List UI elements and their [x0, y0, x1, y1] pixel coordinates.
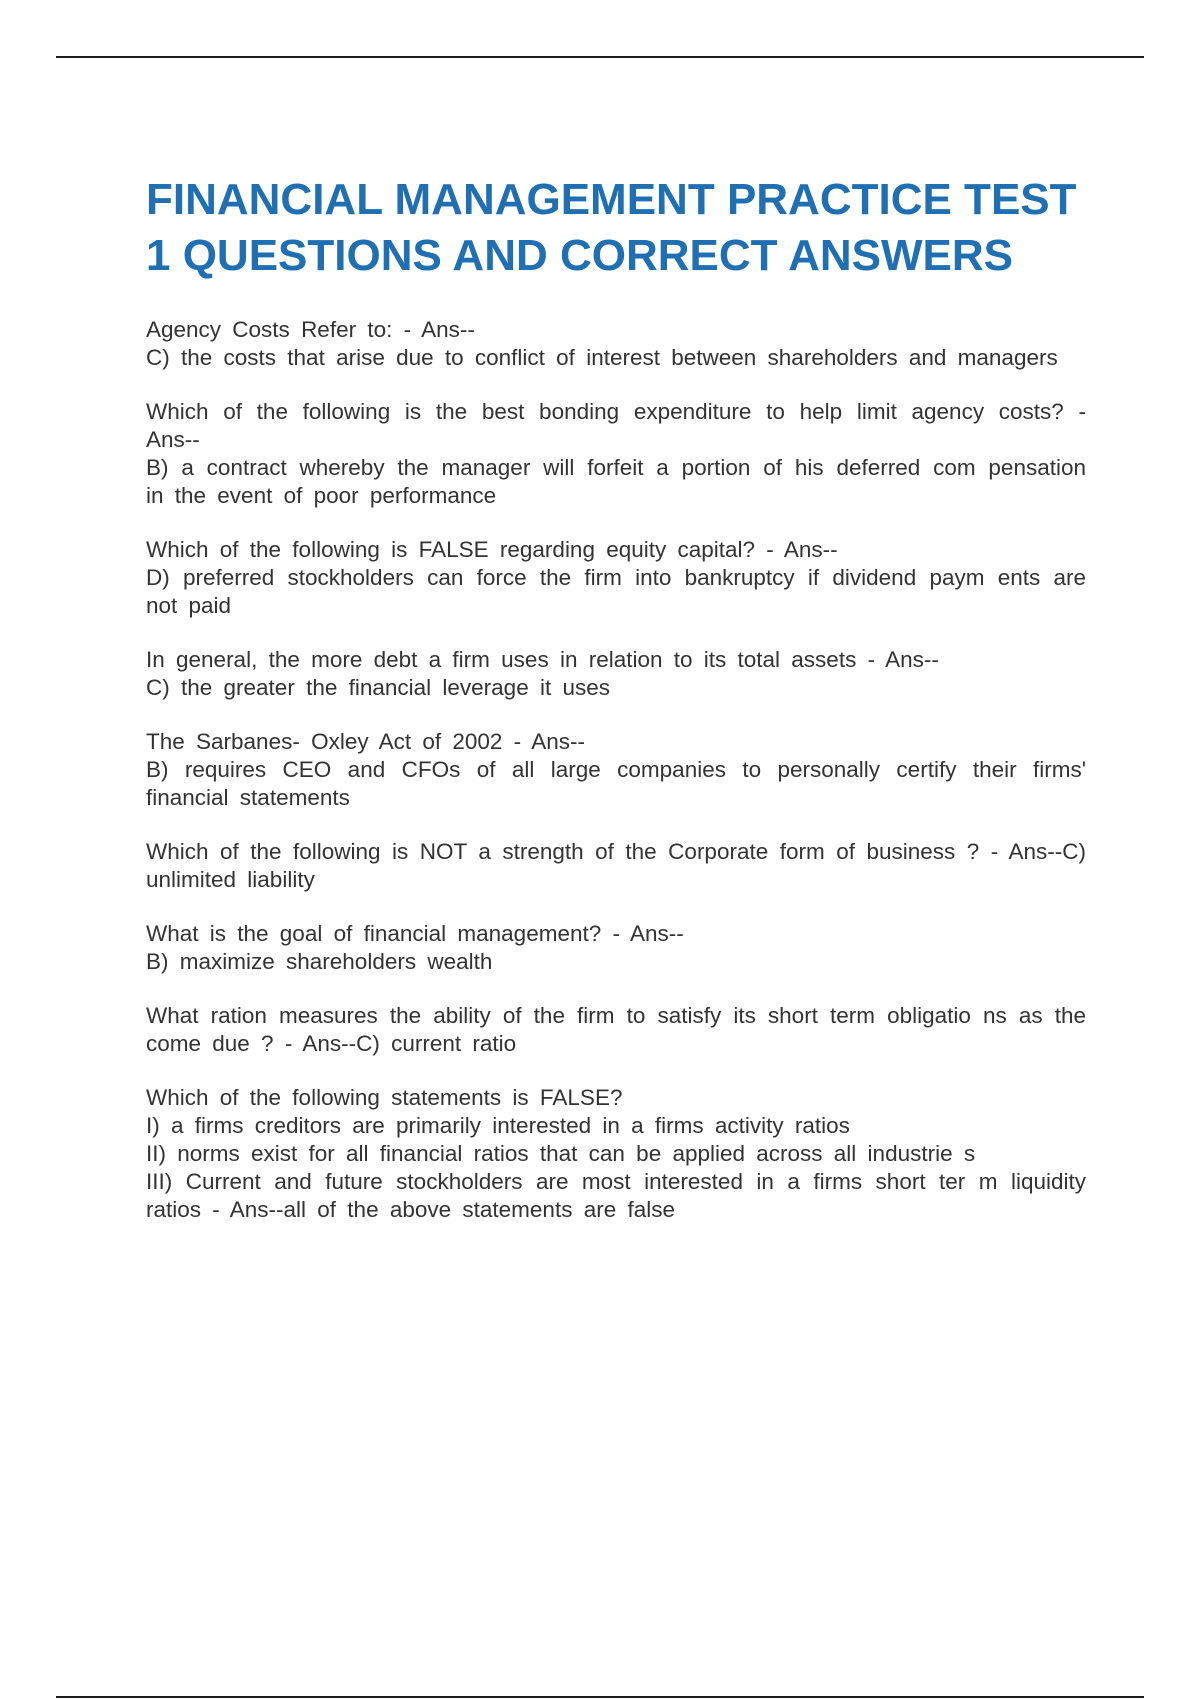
qa-item: What ration measures the ability of the firm to satisfy its short term obligatio ns as the come due ? - Ans--C) current ratio: [146, 1003, 1086, 1056]
document-body: [146, 172, 1086, 1250]
qa-item: Agency Costs Refer to: - Ans-- C) the costs that arise due to conflict of interest between shareholders and managers: [146, 317, 1058, 370]
qa-item: In general, the more debt a firm uses in relation to its total assets - Ans-- C) the greater the financial leverage it uses: [146, 647, 939, 700]
qa-item: Which of the following is FALSE regarding equity capital? - Ans-- D) preferred stockholders can force the firm into bankruptcy if dividend paym ents are not paid: [146, 537, 1086, 618]
qa-list: [146, 316, 1086, 1224]
qa-item: Which of the following is NOT a strength of the Corporate form of business ? - Ans--C) unlimited liability: [146, 839, 1086, 892]
qa-item: The Sarbanes- Oxley Act of 2002 - Ans-- B) requires CEO and CFOs of all large companies to personally certify their firms' financial statements: [146, 729, 1086, 810]
header-rule: [56, 56, 1144, 58]
footer-rule: [56, 1696, 1144, 1698]
qa-item: Which of the following is the best bonding expenditure to help limit agency costs? - Ans-- B) a contract whereby the manager will forfeit a portion of his deferred com pensation in the event of poor performance: [146, 399, 1086, 508]
qa-item: What is the goal of financial management? - Ans-- B) maximize shareholders wealth: [146, 921, 684, 974]
document-title: FINANCIAL MANAGEMENT PRACTICE TEST 1 QUESTIONS AND CORRECT ANSWERS: [146, 175, 1077, 280]
qa-item: Which of the following statements is FALSE? I) a firms creditors are primarily interested in a firms activity ratios II) norms exist for all financial ratios that can be applied across all industrie s III) Current and future stockholders are most interested in a firms short ter m liquidity ratios - Ans--all of the above statements are false: [146, 1085, 1086, 1222]
